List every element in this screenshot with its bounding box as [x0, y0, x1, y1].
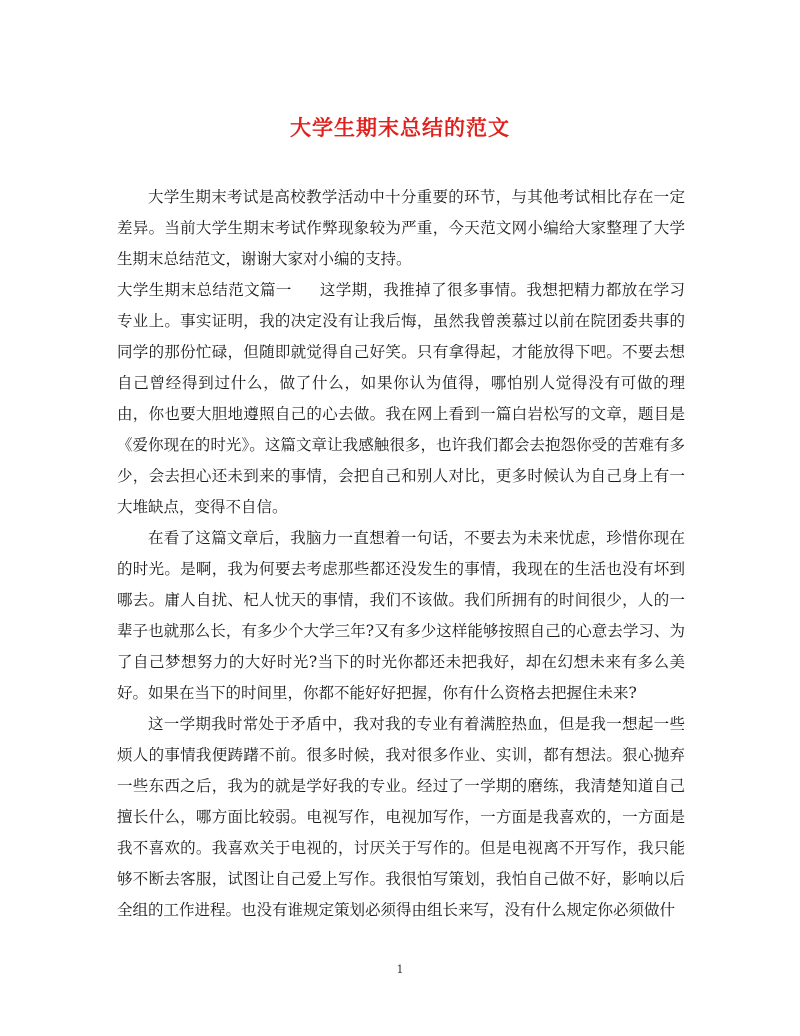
body-paragraph-2: 在看了这篇文章后，我脑力一直想着一句话，不要去为未来忧虑，珍惜你现在的时光。是啊，我为何要去考虑那些都还没发生的事情，我现在的生活也没有坏到哪去。庸人自扰、杞人忧天的事情，我们不该做。我们所拥有的时间很少，人的一辈子也就那么长，有多少个大学三年?又有多少这样能够按照自己的心意去学习、为了自己梦想努力的大好时光?当下的时光你都还未把我好，却在幻想未来有多么美好。如果在当下的时间里，你都不能好好把握，你有什么资格去把握住未来? — [117, 529, 685, 702]
page-number: 1 — [396, 963, 404, 976]
section-paragraph — [117, 275, 685, 523]
body-paragraph-3: 这一学期我时常处于矛盾中，我对我的专业有着满腔热血，但是我一想起一些烦人的事情我便踌躇不前。很多时候，我对很多作业、实训，都有想法。狠心抛弃一些东西之后，我为的就是学好我的专业。经过了一学期的磨练，我清楚知道自己擅长什么，哪方面比较弱。电视写作，电视加写作，一方面是我喜欢的，一方面是我不喜欢的。我喜欢关于电视的，讨厌关于写作的。但是电视离不开写作，我只能够不断去客服，试图让自己爱上写作。我很怕写策划，我怕自己做不好，影响以后全组的工作进程。也没有谁规定策划必须得由组长来写，没有什么规定你必须做什 — [117, 715, 685, 919]
page-title: 大学生期末总结的范文 — [290, 115, 510, 140]
section-first-paragraph: 这学期，我推掉了很多事情。我想把精力都放在学习专业上。事实证明，我的决定没有让我后悔，虽然我曾羡慕过以前在院团委共事的同学的那份忙碌，但随即就觉得自己好笑。只有拿得起，才能放得下吧。不要去想自己曾经得到过什么，做了什么，如果你认为值得，哪怕别人觉得没有可做的理由，你也要大胆地遵照自己的心去做。我在网上看到一篇白岩松写的文章，题目是《爱你现在的时光》。这篇文章让我感触很多，也许我们都会去抱怨你受的苦难有多少，会去担心还未到来的事情，会把自己和别人对比，更多时候认为自己身上有一大堆缺点，变得不自信。 — [117, 281, 685, 516]
document-body — [117, 182, 685, 926]
intro-paragraph: 大学生期末考试是高校教学活动中十分重要的环节，与其他考试相比存在一定差异。当前大学生期末考试作弊现象较为严重，今天范文网小编给大家整理了大学生期末总结范文，谢谢大家对小编的支持。 — [117, 188, 685, 268]
section-heading: 大学生期末总结范文篇一 — [117, 281, 292, 299]
